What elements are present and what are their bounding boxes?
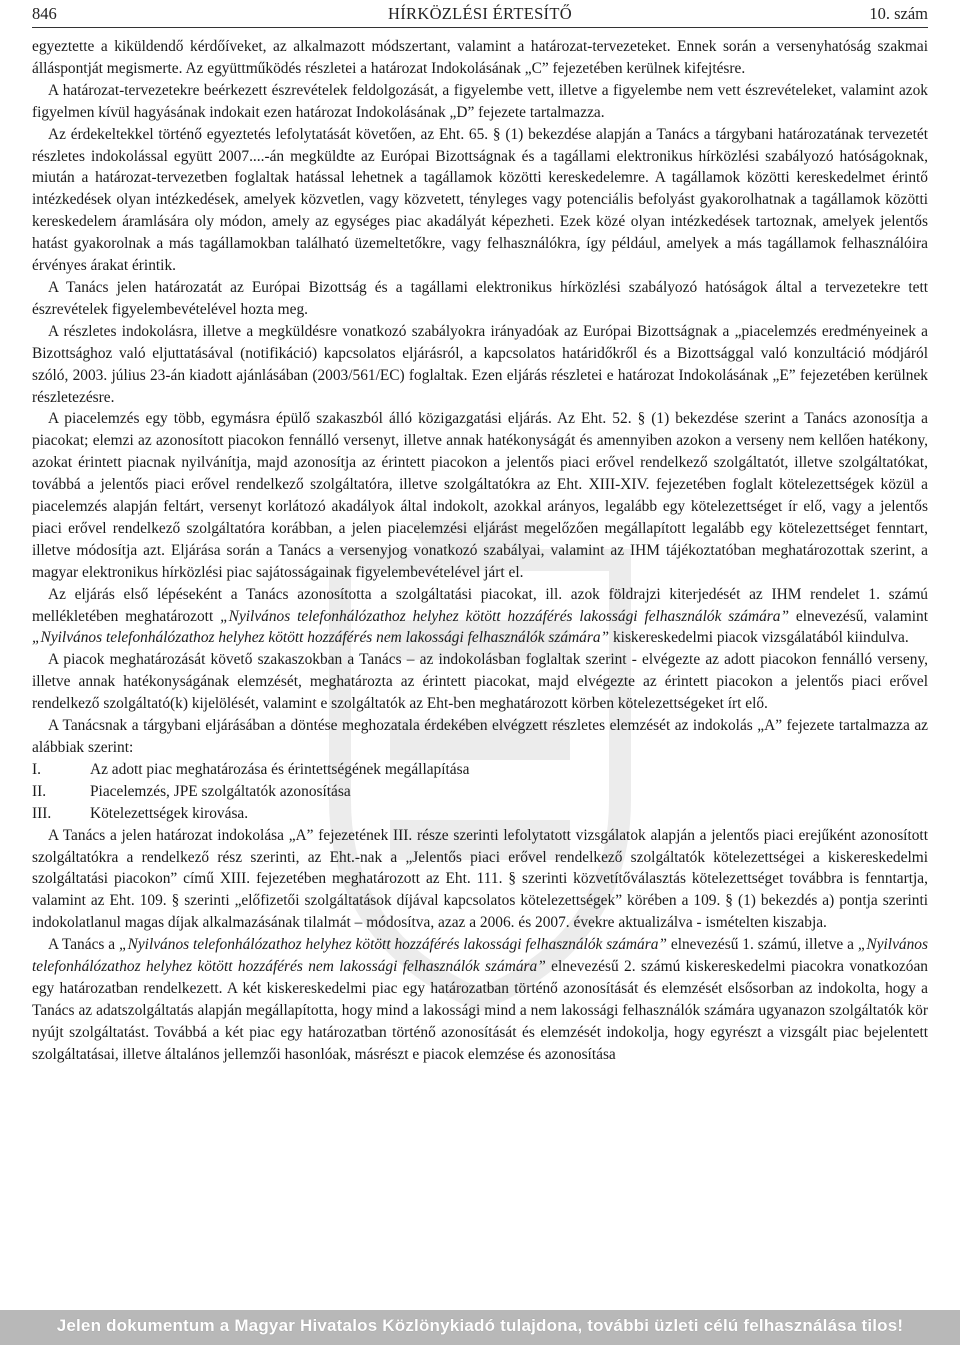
paragraph: A részletes indokolásra, illetve a megküldésre vonatkozó szabályokra irányadóak az Európai Bizottságnak a „piacelemzés eredményeinek a Bizottsághoz való eljuttatásával (notifikáció) kapcsolatos eljárásról, a kapcsolatos határidőkről és a Bizottsággal való konzultáció módjáról szóló, 2003. július 23-án kiadott ajánlásában (2003/561/EC) foglaltak. Ezen eljárás részletei e határozat Indokolásának „E” fejezetében kerülnek részletezésre. bbox=[32, 322, 928, 406]
paragraph-joint-decision bbox=[32, 934, 928, 1065]
document-body bbox=[32, 36, 928, 1066]
paragraph: A Tanács a jelen határozat indokolása „A” fejezetének III. része szerinti lefolytatott vizsgálatok alapján a jelentős piaci erejűként azonosított szolgáltatókra a rendelkező rész szerinti, az Eht.-nak a „Jelentős piaci erővel rendelkező szolgáltatók kötelezettségei a kiskereskedelmi szolgáltatási piacokon” című XIII. fejezetében meghatározott az Eht. 111. § szerinti közvetítőválasztás kötelezettséget továbbra is fenntartja, valamint az Eht. 109. § szerinti „előfizetői szolgáltatások díjával kapcsolatos kötelezettségek” körében a 109. § (1) bekezdés a) pontja szerinti indokolatlanul magas díjak alkalmazásának tilalmát – módosítva, azaz a 2006. és 2007. évekre aktualizálva - ismételten kiszabja. bbox=[32, 826, 928, 932]
list-text: Piacelemzés, JPE szolgáltatók azonosítása bbox=[90, 782, 351, 800]
list-number: II. bbox=[32, 782, 47, 800]
list-item bbox=[32, 759, 928, 781]
list-number: III. bbox=[32, 804, 52, 822]
list-number: I. bbox=[32, 760, 41, 778]
text-run: elnevezésű, valamint bbox=[789, 607, 928, 625]
market-name-italic: „Nyilvános telefonhálózathoz helyhez kötött hozzáférés nem lakossági felhasználók számára” bbox=[32, 936, 928, 976]
text-run: elnevezésű 1. számú, illetve a bbox=[666, 936, 858, 954]
paragraph: egyeztette a kiküldendő kérdőíveket, az alkalmazott módszertant, valamint a határozat-tervezeteket. Ennek során a versenyhatóság szakmai álláspontját megismerte. Az együttműködés részletei a határozat Indokolásának „C” fejezetében kerülnek kifejtésre. bbox=[32, 38, 928, 77]
list-text: Az adott piac meghatározása és érintettségének megállapítása bbox=[90, 760, 470, 778]
text-run: Az eljárás első lépéseként a Tanács azonosította a szolgáltatási piacokat, ill. azok földrajzi kiterjedését az IHM rendelet 1. számú mellékletében meghatározott bbox=[32, 585, 928, 625]
paragraph: Az érdekeltekkel történő egyeztetés lefolytatását követően, az Eht. 65. § (1) bekezdése alapján a Tanács a tárgybani határozatának tervezetét részletes indokolással együtt 2007....-án megküldte az Európai Bizottságnak és a tagállami elektronikus hírközlési szabályozó hatóságoknak, miután a határozat-tervezetben foglaltak hatással lehetnek a tagállamok közötti kereskedelemre. A tagállamok közötti kereskedelmet érintő intézkedések olyan intézkedések, amelyek közvetlen, vagy közvetett, tényleges vagy potenciális befolyást gyakorolhatnak a tagállamok közötti kereskedelem áramlására oly módon, amely az egységes piac akadályát képezheti. Ezek közé olyan intézkedések tartoznak, amelyek jelentős hatást gyakorolnak a más tagállamokban található üzemeltetőkre, vagy felhasználókra, így például, amelyek a más tagállamok felhasználóira érvényes árakat érintik. bbox=[32, 125, 928, 275]
paragraph: A határozat-tervezetekre beérkezett észrevételek feldolgozását, a figyelembe vett, illetve a figyelembe nem vett észrevételeket, valamint azok figyelmen kívül hagyásának indokait ezen határozat Indokolásának „D” fejezete tartalmazza. bbox=[32, 81, 928, 121]
paragraph: A Tanács jelen határozatát az Európai Bizottság és a tagállami elektronikus hírközlési szabályozó hatóságok által a tervezetekre tett észrevételek figyelembevételével hozta meg. bbox=[32, 278, 928, 318]
list-item bbox=[32, 781, 928, 803]
paragraph: A piacelemzés egy több, egymásra épülő szakaszból álló közigazgatási eljárás. Az Eht. 52. § (1) bekezdése szerint a Tanács azonosítja a piacokat; elemzi az azonosított piacokon fennálló versenyt, illetve annak hatékonyságát és amennyiben azokon a verseny nem kellően hatékony, azokat érintett piacnak nyilvánítja, majd azonosítja az érintett piacokon a jelentős piaci erővel rendelkező szolgáltatót, illetve szolgáltatókat, továbbá a jelentős piaci erővel rendelkező szolgáltatóra, illetve szolgáltatókra az Eht. XIII-XIV. fejezetében foglalt kötelezettségek közül a piacelemzés alapján feltárt, versenyt korlátozó akadályok által indokolt, azokkal arányos, legalább egy kötelezettséget ír elő, vagy a jelentős piaci erővel rendelkező szolgáltatóra korábban, a jelen piacelemzési eljárást megelőzően megállapított legalább egy kötelezettséget fenntart, illetve módosítja azt. Eljárása során a Tanács a versenyjog vonatkozó szabályai, valamint az IHM tájékoztatóban meghatározottak szerint, a magyar elektronikus hírközlési piac sajátosságainak figyelembevételével járt el. bbox=[32, 410, 928, 581]
text-run: elnevezésű 2. számú kiskereskedelmi piacokra vonatkozóan egy határozatban rendelkezett. A két kiskereskedelmi piac egy határozatban történő azonosítását és elemzését elsősorban az indokolta, hogy a Tanács az adatszolgáltatás alapján megállapította, hogy mind a lakossági mind a nem lakossági felhasználók számára ugyanazon szolgáltatók kör nyújt szolgáltatást. Továbbá a két piac egy határozatban történő azonosítását és elemzését indokolja, hogy egyrészt a vizsgált piac bejelentett szolgáltatásai, illetve általános jellemzői hasonlóak, másrészt e piacok elemzése és azonosítása bbox=[32, 958, 928, 1063]
text-run: kiskereskedelmi piacok vizsgálatából kiindulva. bbox=[609, 629, 909, 647]
paragraph: A piacok meghatározását követő szakaszokban a Tanács – az indokolásban foglaltak szerint - elvégezte az adott piacokon fennálló verseny, illetve annak hatékonyságának elemzését, meghatározta az érintett piacokat, majd elvégezte az érintett piacokon a jelentős piaci erővel rendelkező szolgáltató(k) kijelölését, valamint e szolgáltatók az Eht-ben meghatározott körben kötelezettségeket írt elő. bbox=[32, 651, 928, 713]
paragraph: A Tanácsnak a tárgybani eljárásában a döntése meghozatala érdekében elvégzett részletes elemzését az indokolás „A” fejezete tartalmazza az alábbiak szerint: bbox=[32, 717, 928, 756]
header-rule bbox=[32, 27, 928, 28]
text-run: A Tanács a bbox=[48, 936, 120, 954]
paragraph-market-identification bbox=[32, 584, 928, 650]
copyright-notice: Jelen dokumentum a Magyar Hivatalos Közlönykiadó tulajdona, további üzleti célú felhasználása tilos! bbox=[56, 1316, 904, 1335]
page-number: 846 bbox=[32, 4, 57, 23]
market-name-italic: „Nyilvános telefonhálózathoz helyhez kötött hozzáférés lakossági felhasználók számára” bbox=[220, 607, 790, 625]
list-item bbox=[32, 803, 928, 825]
list-text: Kötelezettségek kirovása. bbox=[90, 804, 249, 822]
market-name-italic: „Nyilvános telefonhálózathoz helyhez kötött hozzáférés lakossági felhasználók számára” bbox=[119, 936, 667, 954]
issue-number: 10. szám bbox=[869, 4, 928, 23]
page-header bbox=[32, 2, 928, 26]
market-name-italic: „Nyilvános telefonhálózathoz helyhez kötött hozzáférés nem lakossági felhasználók számára” bbox=[32, 629, 610, 647]
publication-title: HÍRKÖZLÉSI ÉRTESÍTŐ bbox=[388, 4, 572, 23]
